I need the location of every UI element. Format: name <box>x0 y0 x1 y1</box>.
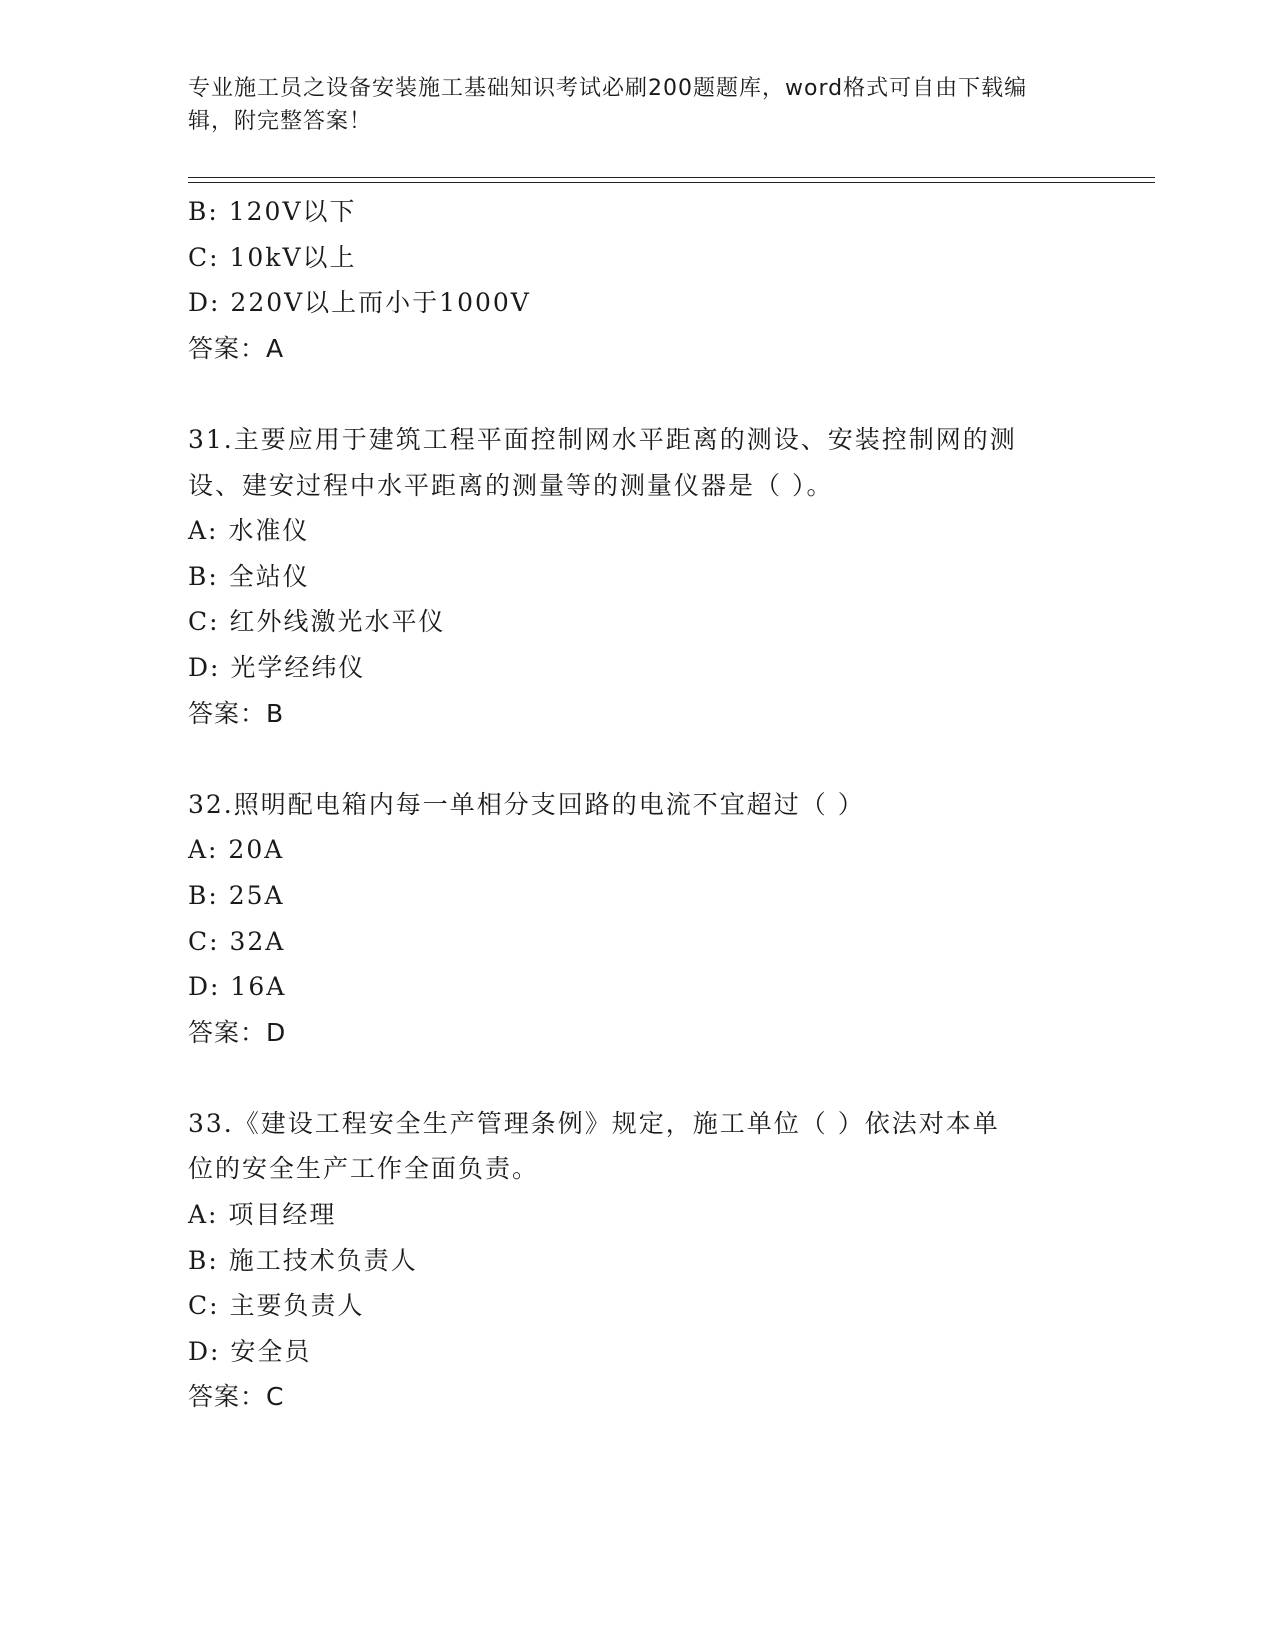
document-header <box>188 72 1068 138</box>
question-stem-line: 位的安全生产工作全面负责。 <box>188 1154 540 1184</box>
option-a: A: 20A <box>188 835 285 865</box>
option-c: C: 32A <box>188 926 286 956</box>
option-b: B: 120V以下 <box>188 197 357 226</box>
question-content <box>188 189 1088 1420</box>
option-c: C: 10kV以上 <box>188 242 357 272</box>
spacer <box>188 1055 1088 1101</box>
spacer <box>188 736 1088 782</box>
header-rule-bottom <box>188 182 1155 183</box>
header-rule-top <box>188 177 1155 178</box>
question-stem-line: 33.《建设工程安全生产管理条例》规定，施工单位（ ）依法对本单 <box>188 1108 1000 1138</box>
question-stem-line: 设、建安过程中水平距离的测量等的测量仪器是（ ）。 <box>188 470 834 500</box>
question-33 <box>188 1101 1088 1420</box>
option-a: A: 项目经理 <box>188 1200 337 1230</box>
answer: 答案：D <box>188 1017 287 1047</box>
option-d: D: 光学经纬仪 <box>188 652 366 682</box>
option-a: A: 水准仪 <box>188 516 310 546</box>
answer: 答案：C <box>188 1382 285 1412</box>
question-30-partial <box>188 189 1088 371</box>
option-b: B: 施工技术负责人 <box>188 1245 418 1275</box>
question-stem-line: 32.照明配电箱内每一单相分支回路的电流不宜超过（ ） <box>188 789 865 819</box>
answer: 答案：B <box>188 698 285 728</box>
option-d: D: 安全员 <box>188 1336 312 1366</box>
option-c: C: 红外线激光水平仪 <box>188 607 446 637</box>
option-b: B: 25A <box>188 880 285 910</box>
option-d: D: 220V以上而小于1000V <box>188 288 531 318</box>
header-title: 专业施工员之设备安装施工基础知识考试必刷200题题库，word格式可自由下载编辑，附完整答案！ <box>188 76 1028 134</box>
option-c: C: 主要负责人 <box>188 1291 365 1321</box>
option-d: D: 16A <box>188 972 287 1002</box>
spacer <box>188 371 1088 417</box>
answer: 答案：A <box>188 333 285 363</box>
question-31 <box>188 417 1088 736</box>
option-b: B: 全站仪 <box>188 561 310 591</box>
question-32 <box>188 782 1088 1056</box>
question-stem-line: 31.主要应用于建筑工程平面控制网水平距离的测设、安装控制网的测 <box>188 424 1017 454</box>
